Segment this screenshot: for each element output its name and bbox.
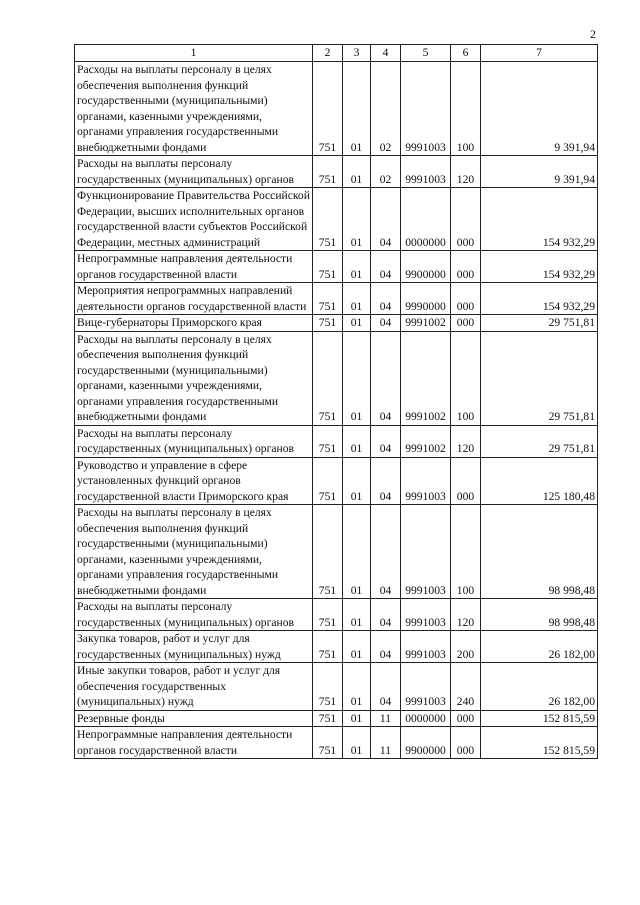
row-target-article-code: 0000000 (401, 188, 451, 251)
row-section-code: 01 (343, 710, 371, 727)
row-subsection-code: 04 (371, 251, 401, 283)
row-subsection-code: 02 (371, 62, 401, 156)
row-section-code: 01 (343, 283, 371, 315)
row-expense-type-code: 000 (451, 457, 481, 505)
row-target-article-code: 9991003 (401, 62, 451, 156)
row-grbs-code: 751 (313, 505, 343, 599)
row-amount: 98 998,48 (481, 505, 598, 599)
row-section-code: 01 (343, 331, 371, 425)
row-expense-type-code: 120 (451, 156, 481, 188)
row-target-article-code: 9991002 (401, 331, 451, 425)
table-row (75, 457, 598, 505)
row-grbs-code: 751 (313, 188, 343, 251)
row-grbs-code: 751 (313, 710, 343, 727)
column-header: 3 (343, 45, 371, 62)
row-subsection-code: 04 (371, 457, 401, 505)
row-target-article-code: 9991003 (401, 505, 451, 599)
row-subsection-code: 04 (371, 663, 401, 711)
row-subsection-code: 04 (371, 283, 401, 315)
column-header: 1 (75, 45, 313, 62)
row-target-article-code: 9991003 (401, 599, 451, 631)
row-amount: 9 391,94 (481, 156, 598, 188)
row-section-code: 01 (343, 425, 371, 457)
row-grbs-code: 751 (313, 727, 343, 759)
row-name: Мероприятия непрограммных направлений деятельности органов государственной власти (75, 283, 313, 315)
row-name: Непрограммные направления деятельности органов государственной власти (75, 251, 313, 283)
row-grbs-code: 751 (313, 251, 343, 283)
row-expense-type-code: 100 (451, 62, 481, 156)
row-amount: 26 182,00 (481, 663, 598, 711)
row-subsection-code: 04 (371, 631, 401, 663)
row-name: Расходы на выплаты персоналу государственных (муниципальных) органов (75, 156, 313, 188)
row-amount: 29 751,81 (481, 331, 598, 425)
row-target-article-code: 9990000 (401, 283, 451, 315)
table-row (75, 283, 598, 315)
row-target-article-code: 9991003 (401, 631, 451, 663)
row-amount: 154 932,29 (481, 188, 598, 251)
row-name: Расходы на выплаты персоналу государственных (муниципальных) органов (75, 599, 313, 631)
row-subsection-code: 11 (371, 727, 401, 759)
table-row (75, 156, 598, 188)
row-name: Расходы на выплаты персоналу в целях обеспечения выполнения функций государственными (муниципальными) органами, казенными учреждениями, органами управления государственными внебюджетными фондами (75, 62, 313, 156)
table-row (75, 727, 598, 759)
table-row (75, 505, 598, 599)
row-grbs-code: 751 (313, 599, 343, 631)
row-section-code: 01 (343, 188, 371, 251)
row-subsection-code: 04 (371, 331, 401, 425)
row-expense-type-code: 240 (451, 663, 481, 711)
table-row (75, 599, 598, 631)
row-section-code: 01 (343, 505, 371, 599)
row-target-article-code: 0000000 (401, 710, 451, 727)
row-section-code: 01 (343, 457, 371, 505)
column-header: 2 (313, 45, 343, 62)
row-expense-type-code: 120 (451, 599, 481, 631)
column-header: 6 (451, 45, 481, 62)
row-amount: 154 932,29 (481, 251, 598, 283)
row-section-code: 01 (343, 315, 371, 332)
table-body (75, 62, 598, 759)
row-grbs-code: 751 (313, 457, 343, 505)
row-target-article-code: 9991003 (401, 663, 451, 711)
row-target-article-code: 9991003 (401, 457, 451, 505)
row-expense-type-code: 000 (451, 710, 481, 727)
row-grbs-code: 751 (313, 315, 343, 332)
row-amount: 29 751,81 (481, 425, 598, 457)
row-subsection-code: 04 (371, 505, 401, 599)
row-expense-type-code: 000 (451, 283, 481, 315)
row-subsection-code: 04 (371, 599, 401, 631)
table-row (75, 62, 598, 156)
row-grbs-code: 751 (313, 631, 343, 663)
row-grbs-code: 751 (313, 156, 343, 188)
column-header: 5 (401, 45, 451, 62)
row-amount: 29 751,81 (481, 315, 598, 332)
row-amount: 9 391,94 (481, 62, 598, 156)
row-target-article-code: 9991002 (401, 425, 451, 457)
row-expense-type-code: 000 (451, 251, 481, 283)
row-expense-type-code: 200 (451, 631, 481, 663)
row-amount: 98 998,48 (481, 599, 598, 631)
table-row (75, 425, 598, 457)
row-amount: 154 932,29 (481, 283, 598, 315)
row-expense-type-code: 120 (451, 425, 481, 457)
column-header: 4 (371, 45, 401, 62)
row-expense-type-code: 100 (451, 505, 481, 599)
row-grbs-code: 751 (313, 283, 343, 315)
row-section-code: 01 (343, 251, 371, 283)
row-target-article-code: 9991003 (401, 156, 451, 188)
row-target-article-code: 9900000 (401, 727, 451, 759)
row-grbs-code: 751 (313, 425, 343, 457)
column-header: 7 (481, 45, 598, 62)
row-expense-type-code: 000 (451, 315, 481, 332)
row-section-code: 01 (343, 727, 371, 759)
row-amount: 152 815,59 (481, 727, 598, 759)
table-row (75, 188, 598, 251)
table-row (75, 331, 598, 425)
row-target-article-code: 9991002 (401, 315, 451, 332)
table-row (75, 315, 598, 332)
row-expense-type-code: 100 (451, 331, 481, 425)
row-subsection-code: 02 (371, 156, 401, 188)
row-name: Расходы на выплаты персоналу государственных (муниципальных) органов (75, 425, 313, 457)
budget-table (74, 44, 598, 759)
row-grbs-code: 751 (313, 663, 343, 711)
row-grbs-code: 751 (313, 331, 343, 425)
row-name: Расходы на выплаты персоналу в целях обеспечения выполнения функций государственными (муниципальными) органами, казенными учреждениями, органами управления государственными внебюджетными фондами (75, 331, 313, 425)
row-subsection-code: 04 (371, 188, 401, 251)
table-row (75, 251, 598, 283)
table-row (75, 631, 598, 663)
row-grbs-code: 751 (313, 62, 343, 156)
row-name: Непрограммные направления деятельности органов государственной власти (75, 727, 313, 759)
table-row (75, 663, 598, 711)
row-section-code: 01 (343, 156, 371, 188)
row-section-code: 01 (343, 663, 371, 711)
row-subsection-code: 11 (371, 710, 401, 727)
row-subsection-code: 04 (371, 315, 401, 332)
row-name: Функционирование Правительства Российской Федерации, высших исполнительных органов государственной власти субъектов Российской Федерации, местных администраций (75, 188, 313, 251)
column-number-row (75, 45, 598, 62)
row-expense-type-code: 000 (451, 188, 481, 251)
row-name: Расходы на выплаты персоналу в целях обеспечения выполнения функций государственными (муниципальными) органами, казенными учреждениями, органами управления государственными внебюджетными фондами (75, 505, 313, 599)
row-name: Закупка товаров, работ и услуг для государственных (муниципальных) нужд (75, 631, 313, 663)
row-name: Руководство и управление в сфере установленных функций органов государственной власти Приморского края (75, 457, 313, 505)
row-section-code: 01 (343, 631, 371, 663)
table-row (75, 710, 598, 727)
row-amount: 152 815,59 (481, 710, 598, 727)
row-target-article-code: 9900000 (401, 251, 451, 283)
row-name: Резервные фонды (75, 710, 313, 727)
row-subsection-code: 04 (371, 425, 401, 457)
row-amount: 125 180,48 (481, 457, 598, 505)
row-name: Вице-губернаторы Приморского края (75, 315, 313, 332)
row-section-code: 01 (343, 599, 371, 631)
row-name: Иные закупки товаров, работ и услуг для обеспечения государственных (муниципальных) нужд (75, 663, 313, 711)
page-number: 2 (590, 27, 596, 41)
row-section-code: 01 (343, 62, 371, 156)
row-amount: 26 182,00 (481, 631, 598, 663)
row-expense-type-code: 000 (451, 727, 481, 759)
